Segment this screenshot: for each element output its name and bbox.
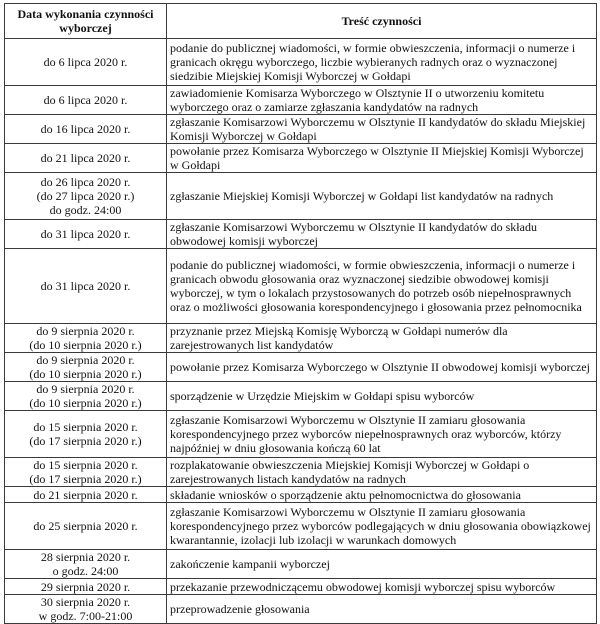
header-content: Treść czynności xyxy=(167,4,597,39)
date-line: do 31 lipca 2020 r. xyxy=(40,227,131,241)
activity-cell: zawiadomienie Komisarza Wyborczego w Olsztynie II o utworzeniu komitetu wyborczego oraz o zamiarze zgłaszania kandydatów na radnych xyxy=(167,86,597,115)
activity-cell: zakończenie kampanii wyborczej xyxy=(167,550,597,579)
table-row xyxy=(5,503,597,550)
date-line: o godz. 24:00 xyxy=(52,564,119,578)
activity-cell: przeprowadzenie głosowania xyxy=(167,595,597,624)
table-row xyxy=(5,487,597,503)
election-schedule-table xyxy=(4,3,597,624)
table-row xyxy=(5,595,597,624)
schedule-rows xyxy=(5,39,597,624)
table-row xyxy=(5,144,597,173)
date-cell xyxy=(5,503,167,550)
table-row xyxy=(5,411,597,458)
table-row xyxy=(5,173,597,220)
date-line: do 9 sierpnia 2020 r. xyxy=(36,382,135,396)
activity-cell: zgłaszanie Komisarzowi Wyborczemu w Olsztynie II kandydatów do składu obwodowej komisji wyborczej xyxy=(167,220,597,249)
table-row xyxy=(5,382,597,411)
date-line: do 26 lipca 2020 r. xyxy=(40,175,131,189)
date-line: 29 sierpnia 2020 r. xyxy=(40,579,131,594)
date-line: (do 10 sierpnia 2020 r.) xyxy=(29,367,142,381)
activity-cell: sporządzenie w Urzędzie Miejskim w Gołdapi spisu wyborców xyxy=(167,382,597,411)
table-row xyxy=(5,220,597,249)
table-row xyxy=(5,324,597,353)
date-cell xyxy=(5,353,167,382)
date-cell xyxy=(5,220,167,249)
date-cell xyxy=(5,382,167,411)
date-line: (do 10 sierpnia 2020 r.) xyxy=(29,338,142,352)
date-cell xyxy=(5,324,167,353)
date-line: do 6 lipca 2020 r. xyxy=(43,55,128,69)
table-row xyxy=(5,579,597,595)
date-line: 30 sierpnia 2020 r. xyxy=(40,595,131,609)
date-cell xyxy=(5,411,167,458)
table-row xyxy=(5,550,597,579)
date-line: do 25 sierpnia 2020 r. xyxy=(33,519,138,533)
date-line: (do 17 sierpnia 2020 r.) xyxy=(29,434,142,448)
table-row xyxy=(5,353,597,382)
date-line: do 6 lipca 2020 r. xyxy=(43,93,128,107)
date-line: w godz. 7:00-21:00 xyxy=(38,609,133,623)
date-line: do 16 lipca 2020 r. xyxy=(40,122,131,136)
date-cell xyxy=(5,144,167,173)
date-cell xyxy=(5,173,167,220)
table-row xyxy=(5,39,597,86)
activity-cell: przekazanie przewodniczącemu obwodowej komisji wyborczej spisu wyborców xyxy=(167,579,597,595)
activity-cell: zgłaszanie Komisarzowi Wyborczemu w Olsztynie II kandydatów do składu Miejskiej Komisji Wyborczej w Gołdapi xyxy=(167,115,597,144)
date-cell xyxy=(5,550,167,579)
activity-cell: podanie do publicznej wiadomości, w formie obwieszczenia, informacji o numerze i granicach obwodu głosowania oraz wyznaczonej siedzibie obwodowej komisji wyborczej, w tym o lokalach przystosowanych do potrzeb osób niepełnosprawnych oraz o możliwości głosowania korespondencyjnego i głosowania przez pełnomocnika xyxy=(167,249,597,324)
date-line: do 9 sierpnia 2020 r. xyxy=(36,324,135,338)
date-line: do godz. 24:00 xyxy=(49,203,122,217)
date-cell xyxy=(5,39,167,86)
date-cell xyxy=(5,458,167,487)
header-row xyxy=(5,4,597,39)
date-cell xyxy=(5,595,167,624)
date-line: do 21 lipca 2020 r. xyxy=(40,151,131,165)
table-row xyxy=(5,86,597,115)
date-line: 28 sierpnia 2020 r. xyxy=(40,550,131,564)
date-line: (do 17 sierpnia 2020 r.) xyxy=(29,472,142,486)
date-cell xyxy=(5,86,167,115)
date-cell xyxy=(5,115,167,144)
activity-cell: zgłaszanie Miejskiej Komisji Wyborczej w Gołdapi list kandydatów na radnych xyxy=(167,173,597,220)
date-line: do 21 sierpnia 2020 r. xyxy=(33,487,138,502)
date-cell xyxy=(5,579,167,595)
date-line: (do 27 lipca 2020 r.) xyxy=(36,189,135,203)
date-line: (do 10 sierpnia 2020 r.) xyxy=(29,396,142,410)
date-cell xyxy=(5,487,167,503)
date-line: do 15 sierpnia 2020 r. xyxy=(33,420,138,434)
activity-cell: przyznanie przez Miejską Komisję Wyborczą w Gołdapi numerów dla zarejestrowanych list kandydatów xyxy=(167,324,597,353)
date-line: do 9 sierpnia 2020 r. xyxy=(36,353,135,367)
activity-cell: powołanie przez Komisarza Wyborczego w Olsztynie II obwodowej komisji wyborczej xyxy=(167,353,597,382)
date-line: do 15 sierpnia 2020 r. xyxy=(33,458,138,472)
table-row xyxy=(5,458,597,487)
activity-cell: rozplakatowanie obwieszczenia Miejskiej Komisji Wyborczej w Gołdapi o zarejestrowanych listach kandydatów na radnych xyxy=(167,458,597,487)
date-cell xyxy=(5,249,167,324)
date-line: do 31 lipca 2020 r. xyxy=(40,279,131,293)
header-date: Data wykonania czynności wyborczej xyxy=(5,4,167,39)
activity-cell: składanie wniosków o sporządzenie aktu pełnomocnictwa do głosowania xyxy=(167,487,597,503)
activity-cell: zgłaszanie Komisarzowi Wyborczemu w Olsztynie II zamiaru głosowania korespondencyjnego przez wyborców niepełnosprawnych oraz wyborców, którzy najpóźniej w dniu głosowania kończą 60 lat xyxy=(167,411,597,458)
table-row xyxy=(5,115,597,144)
activity-cell: powołanie przez Komisarza Wyborczego w Olsztynie II Miejskiej Komisji Wyborczej w Gołdapi xyxy=(167,144,597,173)
table-row xyxy=(5,249,597,324)
activity-cell: podanie do publicznej wiadomości, w formie obwieszczenia, informacji o numerze i granicach okręgu wyborczego, liczbie wybieranych radnych oraz o wyznaczonej siedzibie Miejskiej Komisji Wyborczej w Gołdapi xyxy=(167,39,597,86)
activity-cell: zgłaszanie Komisarzowi Wyborczemu w Olsztynie II zamiaru głosowania korespondencyjnego przez wyborców podlegających w dniu głosowania obowiązkowej kwarantannie, izolacji lub izolacji w warunkach domowych xyxy=(167,503,597,550)
